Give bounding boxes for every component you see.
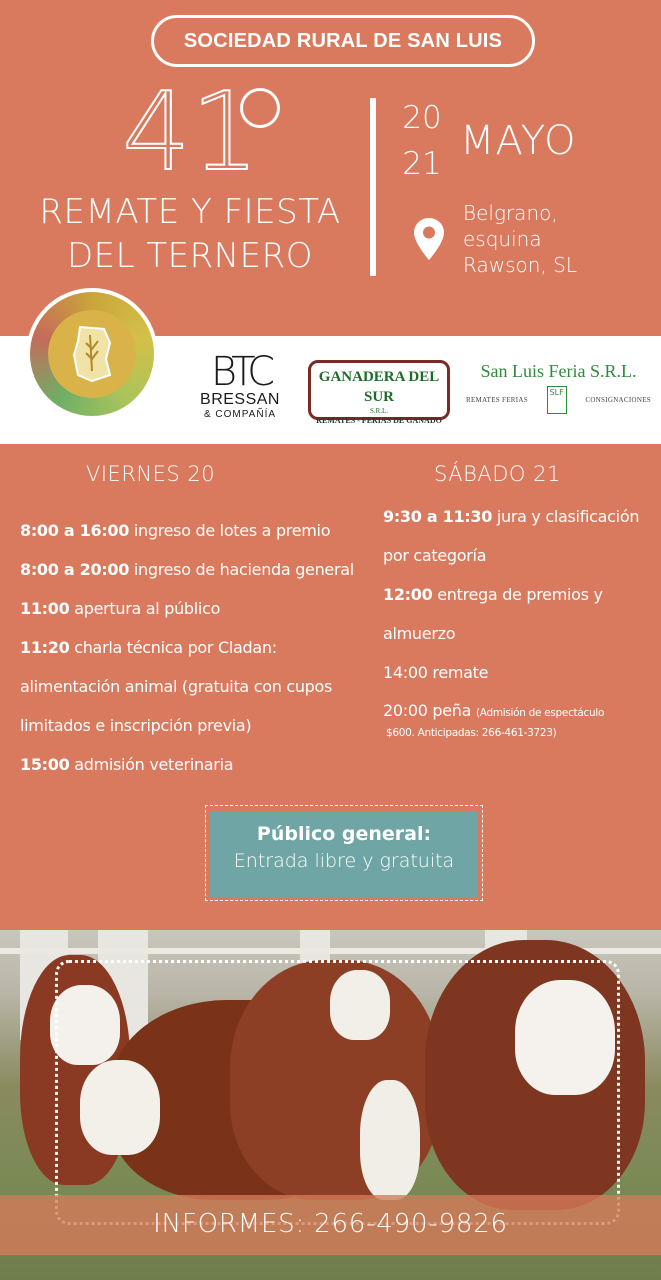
schedule-item: 20:00 peña (Admisión de espectáculo: [383, 701, 605, 720]
event-name-line2: DEL TERNERO: [66, 236, 314, 276]
schedule-item: por categoría: [383, 546, 487, 565]
event-name-line1: REMATE Y FIESTA: [39, 192, 341, 232]
edition-number: 41: [122, 70, 260, 195]
saturday-schedule: [383, 497, 653, 740]
date-day-1: 20: [402, 100, 442, 136]
san-luis-map-icon: [70, 325, 114, 383]
degree-symbol: [240, 88, 280, 128]
admission-box: [210, 811, 478, 897]
event-address: [463, 200, 577, 278]
address-line: esquina: [463, 227, 542, 251]
pena-note-line2: $600. Anticipadas: 266-461-3723): [386, 727, 557, 739]
btc-name: BRESSAN: [200, 391, 280, 408]
date-month: MAYO: [460, 118, 577, 164]
gds-tagline: REMATES - FERIAS DE GANADO: [316, 416, 442, 425]
friday-schedule: [20, 511, 380, 784]
map-pin-icon: [414, 218, 444, 264]
ganadera-del-sur-logo: [308, 360, 450, 425]
bressan-logo: [195, 349, 285, 432]
schedule-item: 11:20 charla técnica por Cladan:: [20, 638, 277, 657]
gds-srl: S.R.L.: [369, 407, 389, 415]
sociedad-rural-seal-logo: [26, 288, 158, 420]
saturday-title: SÁBADO 21: [434, 462, 561, 486]
gds-name: GANADERA DEL SUR: [318, 369, 440, 405]
schedule-item: almuerzo: [383, 624, 456, 643]
event-name: [20, 190, 360, 278]
admission-title: Público general:: [256, 823, 432, 845]
informes-phone: INFORMES: 266-490-9826: [153, 1209, 508, 1239]
admission-text: Entrada libre y gratuita: [233, 850, 455, 872]
schedule-item: alimentación animal (gratuita con cupos: [20, 677, 333, 696]
pena-note: (Admisión de espectáculo: [475, 707, 605, 719]
schedule-item: 8:00 a 20:00 ingreso de hacienda general: [20, 560, 354, 579]
organization-title: SOCIEDAD RURAL DE SAN LUIS: [151, 15, 535, 67]
schedule-item: 11:00 apertura al público: [20, 599, 221, 618]
schedule-item: limitados e inscripción previa): [20, 716, 252, 735]
address-line: Belgrano,: [463, 201, 558, 225]
slf-right: CONSIGNACIONES: [585, 396, 651, 404]
date-day-2: 21: [402, 146, 442, 182]
btc-sub: & COMPAÑÍA: [203, 409, 277, 420]
address-line: Rawson, SL: [463, 253, 577, 277]
schedule-item: 14:00 remate: [383, 663, 489, 682]
btc-mark: BTC: [210, 349, 270, 395]
slf-name: San Luis Feria S.R.L.: [480, 361, 637, 381]
friday-title: VIERNES 20: [86, 462, 216, 486]
schedule-item: 8:00 a 16:00 ingreso de lotes a premio: [20, 521, 331, 540]
schedule-item: 9:30 a 11:30 jura y clasificación: [383, 507, 640, 526]
san-luis-feria-logo: [466, 360, 651, 422]
slf-row: [466, 386, 651, 414]
schedule-item: 15:00 admisión veterinaria: [20, 755, 234, 774]
photo-dotted-frame: [55, 960, 620, 1225]
slf-badge: SLF: [547, 386, 567, 414]
slf-left: REMATES FERIAS: [466, 396, 528, 404]
seal-center: [48, 310, 136, 398]
schedule-item: 12:00 entrega de premios y: [383, 585, 603, 604]
header-divider: [370, 98, 376, 276]
